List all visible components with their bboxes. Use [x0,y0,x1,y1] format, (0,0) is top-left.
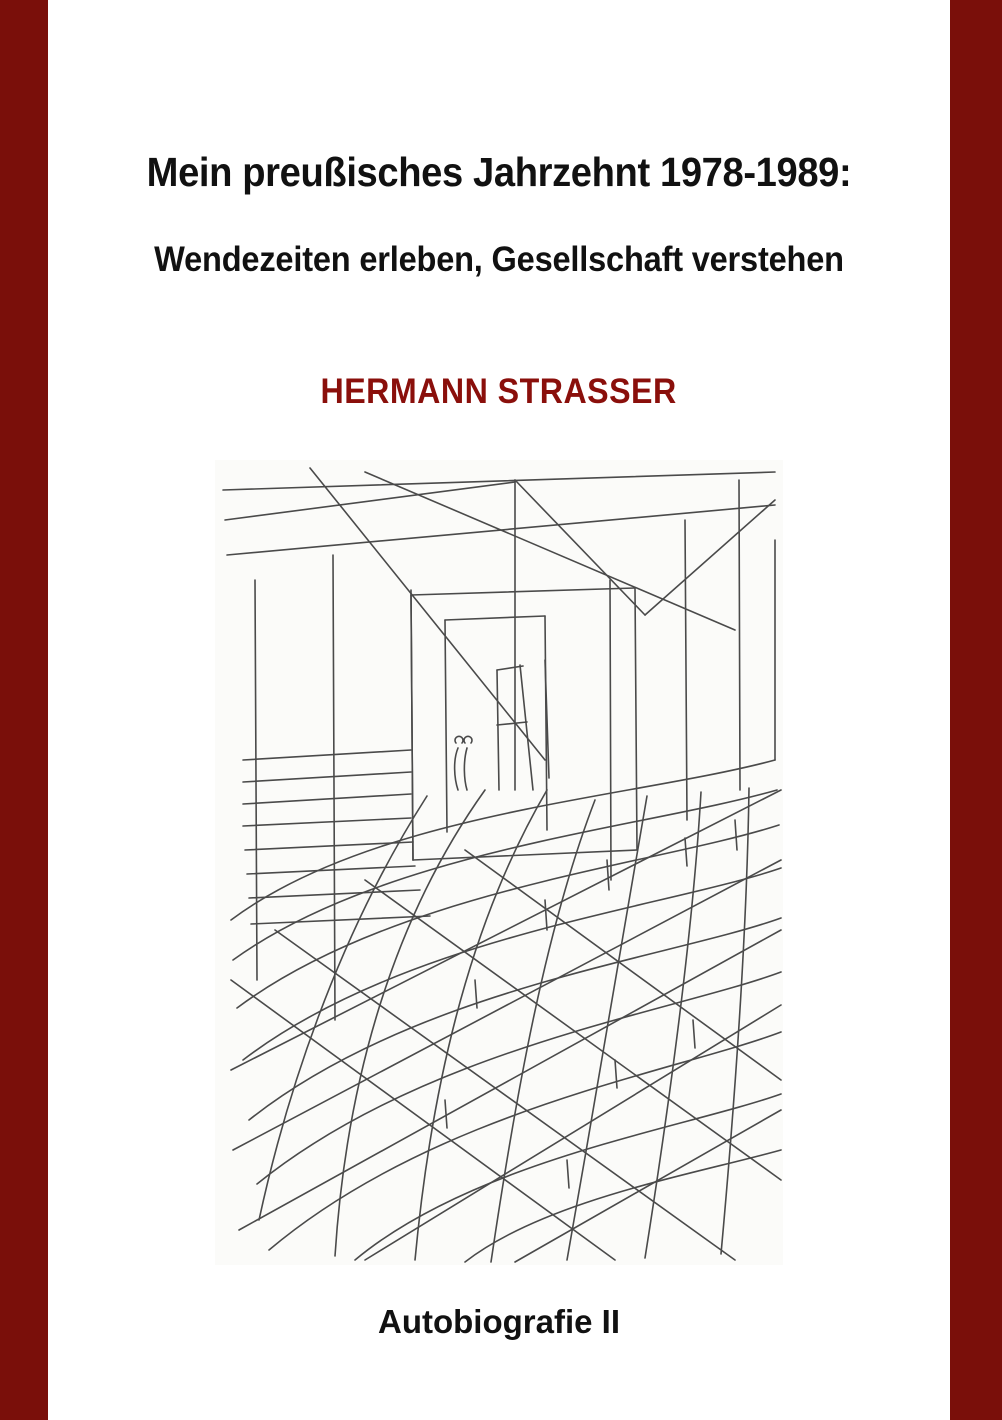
book-title-line-2: Wendezeiten erleben, Gesellschaft verstehen [154,240,844,280]
architectural-perspective-sketch-icon [215,460,783,1265]
cover-artwork [215,460,783,1265]
cover-subtitle: Autobiografie II [378,1302,620,1340]
title-block [48,150,950,280]
author-name: HERMANN STRASSER [320,371,678,411]
book-title-line-1: Mein preußisches Jahrzehnt 1978-1989: [146,149,852,195]
left-color-band [0,0,48,1420]
cover-content [48,0,950,1420]
right-color-band [950,0,1002,1420]
